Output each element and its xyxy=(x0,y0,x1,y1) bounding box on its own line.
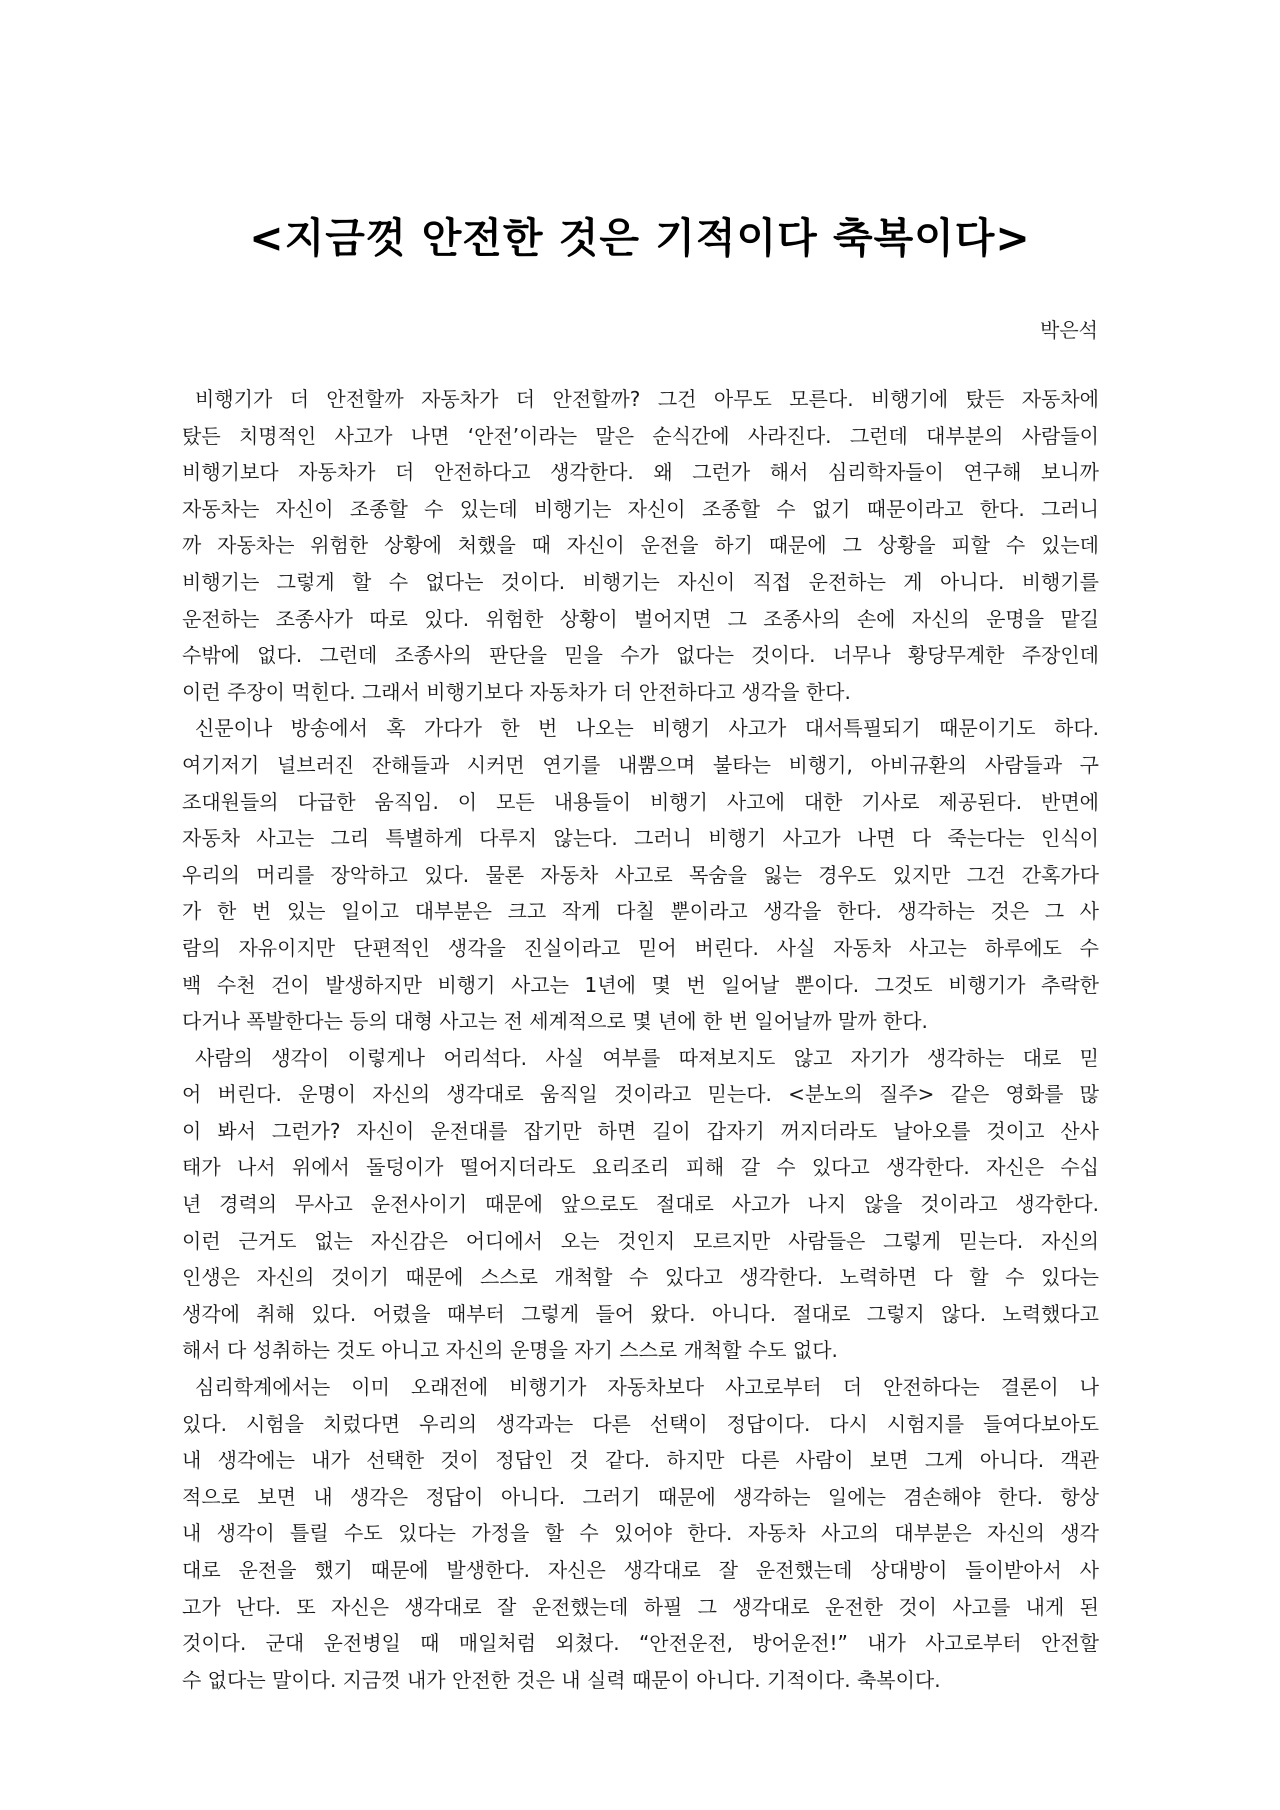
paragraph-2 xyxy=(182,710,1099,1039)
text-line: 이런 근거도 없는 자신감은 어디에서 오는 것인지 모르지만 사람들은 그렇게 믿는다. 자신의 xyxy=(182,1228,1099,1253)
text-line: 적으로 보면 내 생각은 정답이 아니다. 그러기 때문에 생각하는 일에는 겸손해야 한다. 항상 xyxy=(182,1484,1099,1509)
text-line: 백 수천 건이 발생하지만 비행기 사고는 1년에 몇 번 일어날 뿐이다. 그것도 비행기가 추락한 xyxy=(182,972,1099,997)
text-line: 태가 나서 위에서 돌덩이가 떨어지더라도 요리조리 피해 갈 수 있다고 생각한다. 자신은 수십 xyxy=(182,1155,1099,1180)
text-line: 가 한 번 있는 일이고 대부분은 크고 작게 다칠 뿐이라고 생각을 한다. 생각하는 것은 그 사 xyxy=(182,899,1099,924)
text-line: 인생은 자신의 것이기 때문에 스스로 개척할 수 있다고 생각한다. 노력하면 다 할 수 있다는 xyxy=(182,1265,1099,1290)
text-line: 어 버린다. 운명이 자신의 생각대로 움직일 것이라고 믿는다. <분노의 질주> 같은 영화를 많 xyxy=(182,1082,1099,1107)
document-title: <지금껏 안전한 것은 기적이다 축복이다> xyxy=(249,214,1031,262)
text-line: 운전하는 조종사가 따로 있다. 위험한 상황이 벌어지면 그 조종사의 손에 자신의 운명을 맡길 xyxy=(182,606,1099,631)
paragraph-4 xyxy=(182,1369,1099,1698)
text-line: 비행기보다 자동차가 더 안전하다고 생각한다. 왜 그런가 해서 심리학자들이 연구해 보니까 xyxy=(182,460,1099,485)
text-line: 것이다. 군대 운전병일 때 매일처럼 외쳤다. “안전운전, 방어운전!” 내가 사고로부터 안전할 xyxy=(182,1631,1099,1656)
text-line: 비행기는 그렇게 할 수 없다는 것이다. 비행기는 자신이 직접 운전하는 게 아니다. 비행기를 xyxy=(182,569,1099,594)
text-line: 이 봐서 그런가? 자신이 운전대를 잡기만 하면 길이 갑자기 꺼지더라도 날아오를 것이고 산사 xyxy=(182,1118,1099,1143)
text-line: 내 생각이 틀릴 수도 있다는 가정을 할 수 있어야 한다. 자동차 사고의 대부분은 자신의 생각 xyxy=(182,1521,1099,1546)
text-line: 생각에 취해 있다. 어렸을 때부터 그렇게 들어 왔다. 아니다. 절대로 그렇지 않다. 노력했다고 xyxy=(182,1301,1099,1326)
text-line: 대로 운전을 했기 때문에 발생한다. 자신은 생각대로 잘 운전했는데 상대방이 들이받아서 사 xyxy=(182,1558,1099,1582)
text-line: 고가 난다. 또 자신은 생각대로 잘 운전했는데 하필 그 생각대로 운전한 것이 사고를 내게 된 xyxy=(182,1594,1099,1619)
paragraph-1 xyxy=(182,381,1099,710)
text-line: 탔든 치명적인 사고가 나면 ‘안전’이라는 말은 순식간에 사라진다. 그런데 대부분의 사람들이 xyxy=(182,423,1099,448)
text-line: 비행기가 더 안전할까 자동차가 더 안전할까? 그건 아무도 모른다. 비행기에 탔든 자동차에 xyxy=(195,387,1099,411)
text-line: 신문이나 방송에서 혹 가다가 한 번 나오는 비행기 사고가 대서특필되기 때문이기도 하다. xyxy=(195,716,1099,741)
text-line: 수밖에 없다. 그런데 조종사의 판단을 믿을 수가 없다는 것이다. 너무나 황당무계한 주장인데 xyxy=(182,643,1099,668)
text-line: 우리의 머리를 장악하고 있다. 물론 자동차 사고로 목숨을 잃는 경우도 있지만 그건 간혹가다 xyxy=(182,862,1099,887)
text-line: 사람의 생각이 이렇게나 어리석다. 사실 여부를 따져보지도 않고 자기가 생각하는 대로 믿 xyxy=(195,1045,1099,1070)
text-line: 조대원들의 다급한 움직임. 이 모든 내용들이 비행기 사고에 대한 기사로 제공된다. 반면에 xyxy=(182,789,1099,814)
paragraph-3 xyxy=(182,1040,1099,1369)
text-line: 해서 다 성취하는 것도 아니고 자신의 운명을 자기 스스로 개척할 수도 없다. xyxy=(182,1338,838,1363)
text-line: 심리학계에서는 이미 오래전에 비행기가 자동차보다 사고로부터 더 안전하다는 결론이 나 xyxy=(195,1375,1099,1400)
text-line: 까 자동차는 위험한 상황에 처했을 때 자신이 운전을 하기 때문에 그 상황을 피할 수 있는데 xyxy=(182,533,1099,558)
text-line: 자동차는 자신이 조종할 수 있는데 비행기는 자신이 조종할 수 없기 때문이라고 한다. 그러니 xyxy=(182,496,1099,521)
text-line: 이런 주장이 먹힌다. 그래서 비행기보다 자동차가 더 안전하다고 생각을 한다. xyxy=(182,679,851,704)
author-name: 박은석 xyxy=(1040,318,1098,342)
text-line: 다거나 폭발한다는 등의 대형 사고는 전 세계적으로 몇 년에 한 번 일어날까 말까 한다. xyxy=(182,1009,928,1034)
text-line: 내 생각에는 내가 선택한 것이 정답인 것 같다. 하지만 다른 사람이 보면 그게 아니다. 객관 xyxy=(182,1448,1099,1473)
text-line: 년 경력의 무사고 운전사이기 때문에 앞으로도 절대로 사고가 나지 않을 것이라고 생각한다. xyxy=(182,1192,1099,1217)
text-line: 여기저기 널브러진 잔해들과 시커먼 연기를 내뿜으며 불타는 비행기, 아비규환의 사람들과 구 xyxy=(182,752,1099,777)
text-line: 람의 자유이지만 단편적인 생각을 진실이라고 믿어 버린다. 사실 자동차 사고는 하루에도 수 xyxy=(182,935,1099,960)
text-line: 있다. 시험을 치렀다면 우리의 생각과는 다른 선택이 정답이다. 다시 시험지를 들여다보아도 xyxy=(182,1411,1099,1436)
document-body xyxy=(182,381,1099,1698)
text-line: 수 없다는 말이다. 지금껏 내가 안전한 것은 내 실력 때문이 아니다. 기적이다. 축복이다. xyxy=(182,1667,941,1692)
text-line: 자동차 사고는 그리 특별하게 다루지 않는다. 그러니 비행기 사고가 나면 다 죽는다는 인식이 xyxy=(182,826,1099,851)
